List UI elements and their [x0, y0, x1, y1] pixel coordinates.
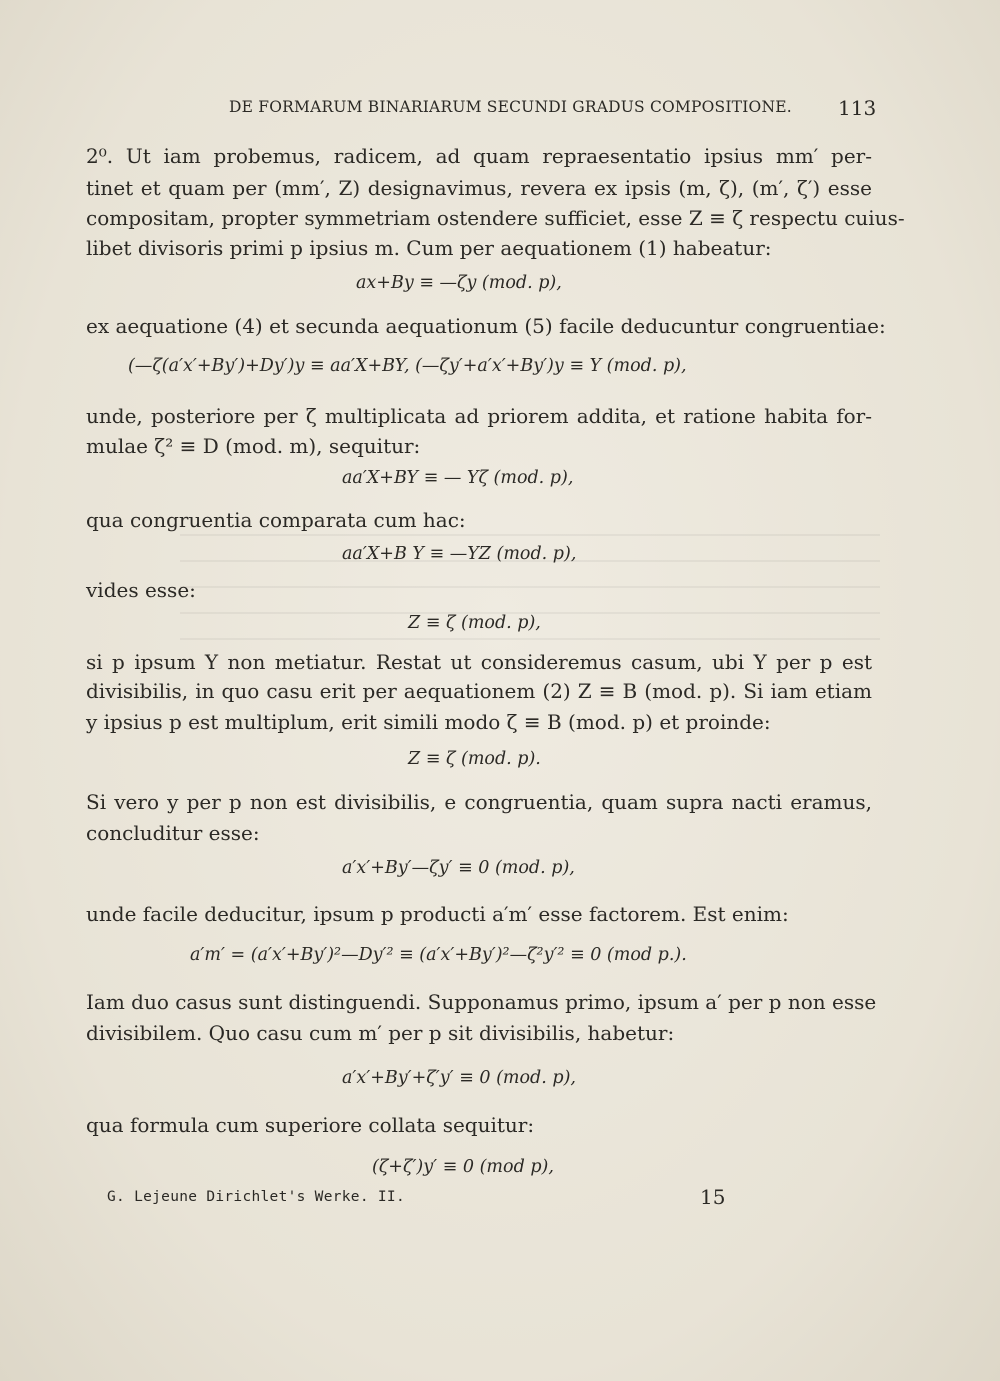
text-line: tinet et quam per (mm′, Z) designavimus, revera ex ipsis (m, ζ), (m′, ζ′) esse: [86, 176, 872, 200]
text-line: mulae ζ² ≡ D (mod. m), sequitur:: [86, 434, 421, 458]
running-title: DE FORMARUM BINARIARUM SECUNDI GRADUS COMPOSITIONE.: [229, 98, 792, 116]
equation: Z ≡ ζ (mod. p),: [408, 613, 541, 633]
text-line: unde facile deducitur, ipsum p producti a′m′ esse factorem. Est enim:: [86, 902, 789, 926]
equation: Z ≡ ζ (mod. p).: [408, 749, 541, 769]
equation: a′x′+By′—ζy′ ≡ 0 (mod. p),: [342, 858, 575, 878]
text-line: ex aequatione (4) et secunda aequationum (5) facile deducuntur congruentiae:: [86, 314, 886, 338]
text-line: y ipsius p est multiplum, erit simili modo ζ ≡ B (mod. p) et proinde:: [86, 710, 771, 734]
text-line: concluditur esse:: [86, 821, 260, 845]
text-line: Si vero y per p non est divisibilis, e congruentia, quam supra nacti eramus,: [86, 790, 872, 814]
equation: aa′X+B Y ≡ —YZ (mod. p),: [342, 544, 577, 564]
text-line: qua congruentia comparata cum hac:: [86, 508, 466, 532]
text-line: divisibilem. Quo casu cum m′ per p sit divisibilis, habetur:: [86, 1021, 675, 1045]
text-line: vides esse:: [86, 578, 196, 602]
equation: (—ζ(a′x′+By′)+Dy′)y ≡ aa′X+BY, (—ζy′+a′x′+By′)y ≡ Y (mod. p),: [128, 356, 687, 376]
equation: ax+By ≡ —ζy (mod. p),: [356, 273, 562, 293]
text-line: unde, posteriore per ζ multiplicata ad priorem addita, et ratione habita for-: [86, 404, 872, 428]
text-line: 2⁰. Ut iam probemus, radicem, ad quam repraesentatio ipsius mm′ per-: [86, 144, 872, 168]
signature-number: 15: [700, 1185, 726, 1209]
page-number: 113: [838, 96, 877, 120]
text-line: compositam, propter symmetriam ostendere sufficiet, esse Z ≡ ζ respectu cuius-: [86, 206, 905, 230]
equation: a′x′+By′+ζ′y′ ≡ 0 (mod. p),: [342, 1068, 576, 1088]
equation: aa′X+BY ≡ — Yζ (mod. p),: [342, 468, 574, 488]
equation: a′m′ = (a′x′+By′)²—Dy′² ≡ (a′x′+By′)²—ζ²y′² ≡ 0 (mod p.).: [190, 945, 687, 965]
footer-source: G. Lejeune Dirichlet's Werke. II.: [107, 1189, 405, 1205]
text-line: Iam duo casus sunt distinguendi. Supponamus primo, ipsum a′ per p non esse: [86, 990, 877, 1014]
text-line: qua formula cum superiore collata sequitur:: [86, 1113, 535, 1137]
text-line: libet divisoris primi p ipsius m. Cum per aequationem (1) habeatur:: [86, 236, 772, 260]
equation: (ζ+ζ′)y′ ≡ 0 (mod p),: [372, 1157, 554, 1177]
text-line: divisibilis, in quo casu erit per aequationem (2) Z ≡ B (mod. p). Si iam etiam: [86, 679, 872, 703]
text-line: si p ipsum Y non metiatur. Restat ut consideremus casum, ubi Y per p est: [86, 650, 872, 674]
